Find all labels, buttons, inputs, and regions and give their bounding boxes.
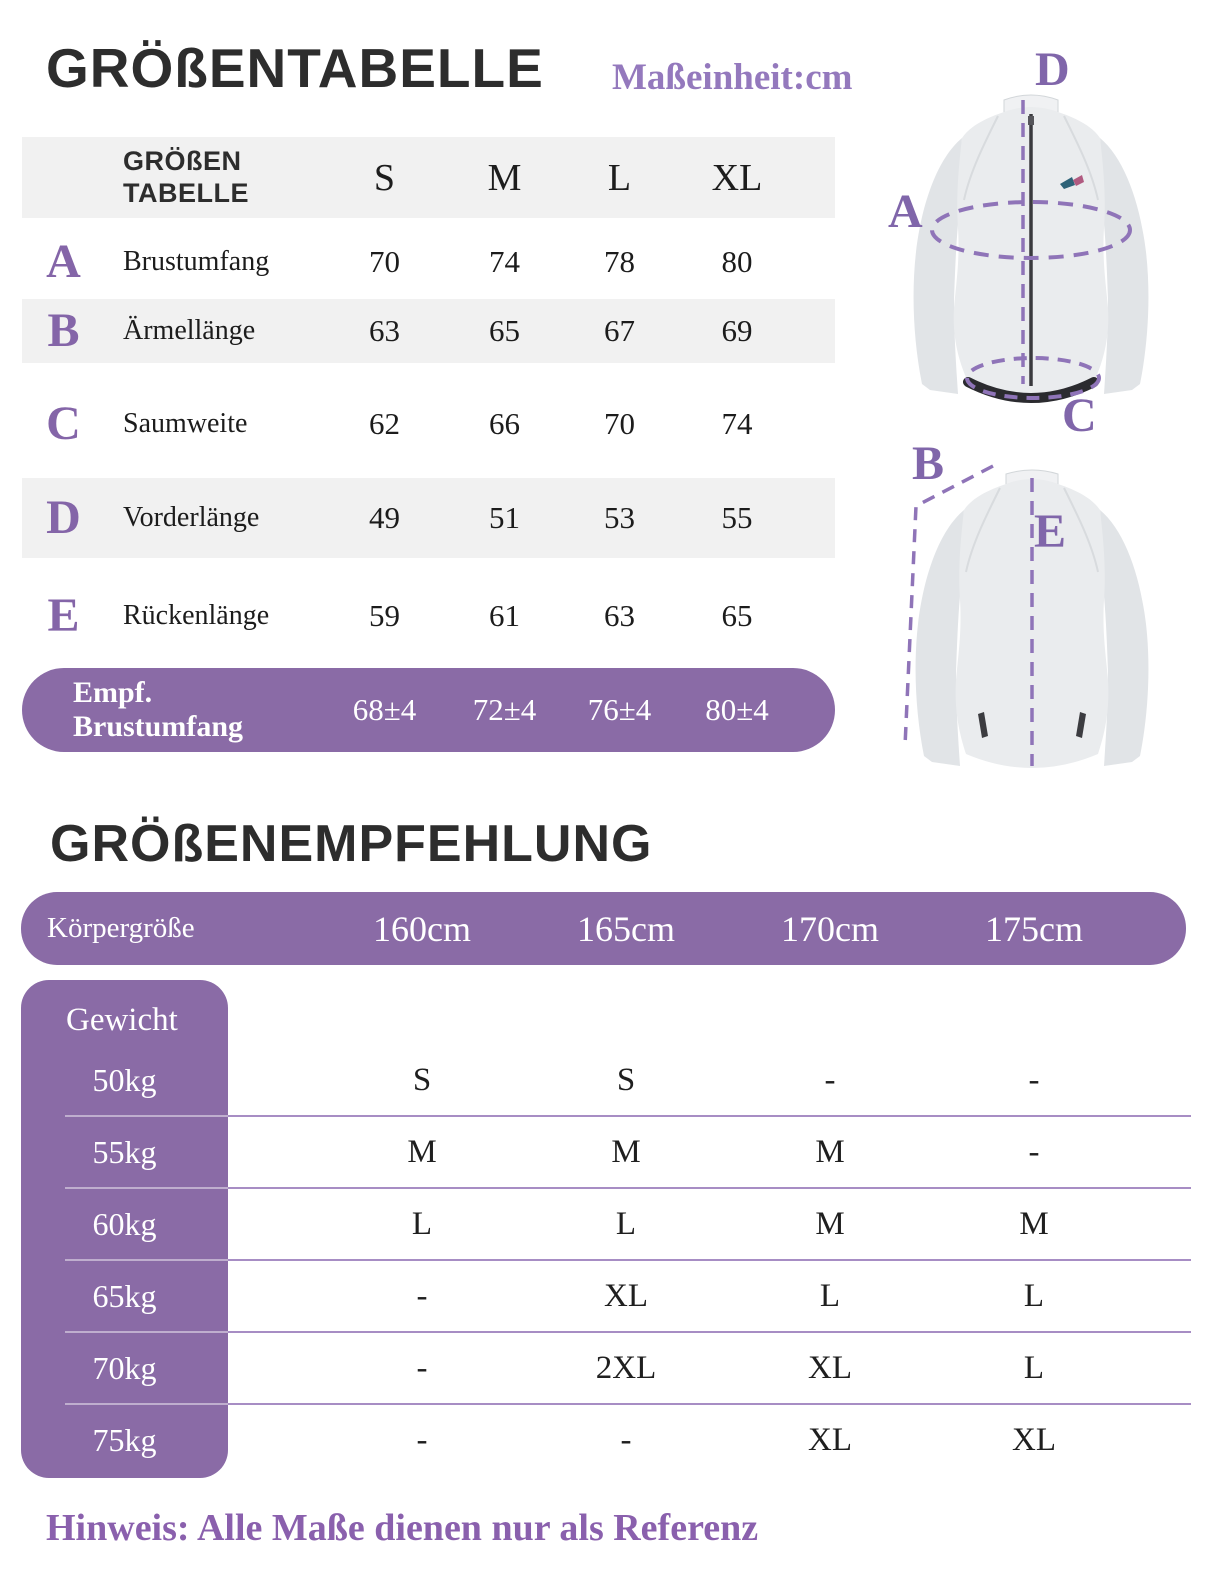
cell-value: 63	[369, 313, 400, 348]
size-cell: -	[1028, 1061, 1040, 1098]
row-divider	[65, 1331, 1191, 1333]
cell-value: 59	[369, 598, 400, 633]
column-header-l: L	[607, 156, 632, 199]
row-divider	[65, 1259, 1191, 1261]
row-letter: C	[46, 397, 81, 450]
cell-value: 63	[604, 598, 635, 633]
size-cell: M	[815, 1205, 845, 1242]
cell-value: 70	[369, 244, 400, 279]
size-cell: -	[416, 1421, 428, 1458]
height-label: Körpergröße	[47, 912, 195, 944]
size-cell: L	[411, 1205, 433, 1242]
cell-value: 51	[489, 500, 520, 535]
row-letter: D	[46, 491, 81, 544]
jersey-front-illustration	[864, 34, 1198, 458]
table-row	[22, 299, 835, 363]
weight-header-label: Gewicht	[66, 1001, 178, 1038]
height-value: 165cm	[577, 908, 675, 949]
column-header-xl: XL	[711, 156, 763, 199]
table-row	[22, 224, 835, 300]
measurement-unit-label: Maßeinheit:cm	[612, 57, 853, 98]
reference-note: Hinweis: Alle Maße dienen nur als Referenz	[46, 1507, 759, 1549]
measure-label-chest: A	[888, 185, 923, 238]
cell-value: 80	[721, 244, 753, 279]
size-cell: -	[1028, 1133, 1040, 1170]
size-table-corner-label	[105, 146, 322, 208]
cell-value: 74	[721, 406, 753, 441]
footer-label: Empf. Brustumfang	[73, 676, 244, 743]
height-values	[320, 892, 1136, 965]
weight-row	[21, 1420, 1186, 1460]
cell-value: 53	[604, 500, 635, 535]
table-row	[22, 478, 835, 558]
footer-value: 72±4	[472, 692, 537, 727]
weight-value: 75kg	[92, 1421, 157, 1458]
cell-value: 61	[489, 598, 520, 633]
recommendation-table	[21, 892, 1186, 1492]
size-cell: -	[824, 1061, 836, 1098]
size-cell: -	[416, 1349, 428, 1386]
weight-value: 55kg	[92, 1133, 157, 1170]
size-cell: L	[819, 1277, 841, 1314]
size-cell: L	[615, 1205, 637, 1242]
table-row	[22, 578, 835, 654]
height-value: 160cm	[373, 908, 471, 949]
row-letter: A	[46, 235, 81, 288]
measure-label-sleeve: B	[912, 437, 945, 490]
corner-line1: GRÖßEN	[123, 146, 242, 177]
weight-value: 60kg	[92, 1205, 157, 1242]
size-cell: S	[412, 1061, 432, 1098]
weight-row	[21, 1204, 1186, 1244]
column-header-s: S	[373, 156, 396, 199]
size-cell: L	[1023, 1277, 1045, 1314]
measure-label-hem: C	[1062, 389, 1097, 442]
weight-row	[21, 1276, 1186, 1316]
jersey-back-illustration	[862, 436, 1192, 816]
cell-value: 69	[721, 313, 753, 348]
size-cell: XL	[604, 1277, 648, 1314]
cell-value: 78	[604, 244, 635, 279]
size-cell: M	[815, 1133, 845, 1170]
measure-label-back-length: E	[1034, 505, 1067, 558]
row-divider	[65, 1187, 1191, 1189]
size-cell: -	[416, 1277, 428, 1314]
size-cell: S	[616, 1061, 636, 1098]
footer-value: 68±4	[352, 692, 417, 727]
measure-label-front-length: D	[1035, 43, 1070, 96]
footer-value: 80±4	[705, 692, 769, 727]
row-divider	[65, 1115, 1191, 1117]
row-divider	[65, 1403, 1191, 1405]
size-cell: M	[611, 1133, 641, 1170]
size-cell: -	[620, 1421, 632, 1458]
cell-value: 55	[721, 500, 753, 535]
weight-value: 65kg	[92, 1277, 157, 1314]
cell-value: 70	[604, 406, 635, 441]
row-label: Saumweite	[123, 408, 248, 439]
row-label: Ärmellänge	[123, 315, 256, 346]
table-row	[22, 386, 835, 462]
size-cell: XL	[1012, 1421, 1056, 1458]
recommendation-title: GRÖßENEMPFEHLUNG	[50, 815, 653, 873]
height-header-row	[21, 892, 1186, 965]
weight-value: 50kg	[92, 1061, 157, 1098]
cell-value: 49	[369, 500, 400, 535]
height-value: 175cm	[985, 908, 1083, 949]
cell-value: 65	[721, 598, 753, 633]
recommended-chest-row	[22, 668, 835, 752]
weight-row	[21, 1348, 1186, 1388]
size-table-header-row	[22, 137, 835, 218]
row-label: Vorderlänge	[123, 502, 260, 533]
cell-value: 66	[489, 406, 520, 441]
cell-value: 65	[489, 313, 520, 348]
weight-value: 70kg	[92, 1349, 157, 1386]
weight-row	[21, 1060, 1186, 1100]
cell-value: 62	[369, 406, 400, 441]
corner-line2: TABELLE	[123, 177, 249, 208]
height-value: 170cm	[781, 908, 879, 949]
column-header-m: M	[487, 156, 522, 199]
size-cell: XL	[808, 1349, 852, 1386]
row-label: Brustumfang	[123, 246, 270, 277]
page-title: GRÖßENTABELLE	[46, 37, 544, 99]
weight-row	[21, 1132, 1186, 1172]
footer-value: 76±4	[587, 692, 652, 727]
row-letter: E	[47, 589, 80, 642]
size-cell: L	[1023, 1349, 1045, 1386]
size-cell: M	[1019, 1205, 1049, 1242]
size-cell: XL	[808, 1421, 852, 1458]
cell-value: 67	[604, 313, 635, 348]
cell-value: 74	[489, 244, 520, 279]
size-cell: M	[407, 1133, 437, 1170]
row-label: Rückenlänge	[123, 600, 270, 631]
row-letter: B	[47, 304, 80, 357]
size-cell: 2XL	[595, 1349, 657, 1386]
